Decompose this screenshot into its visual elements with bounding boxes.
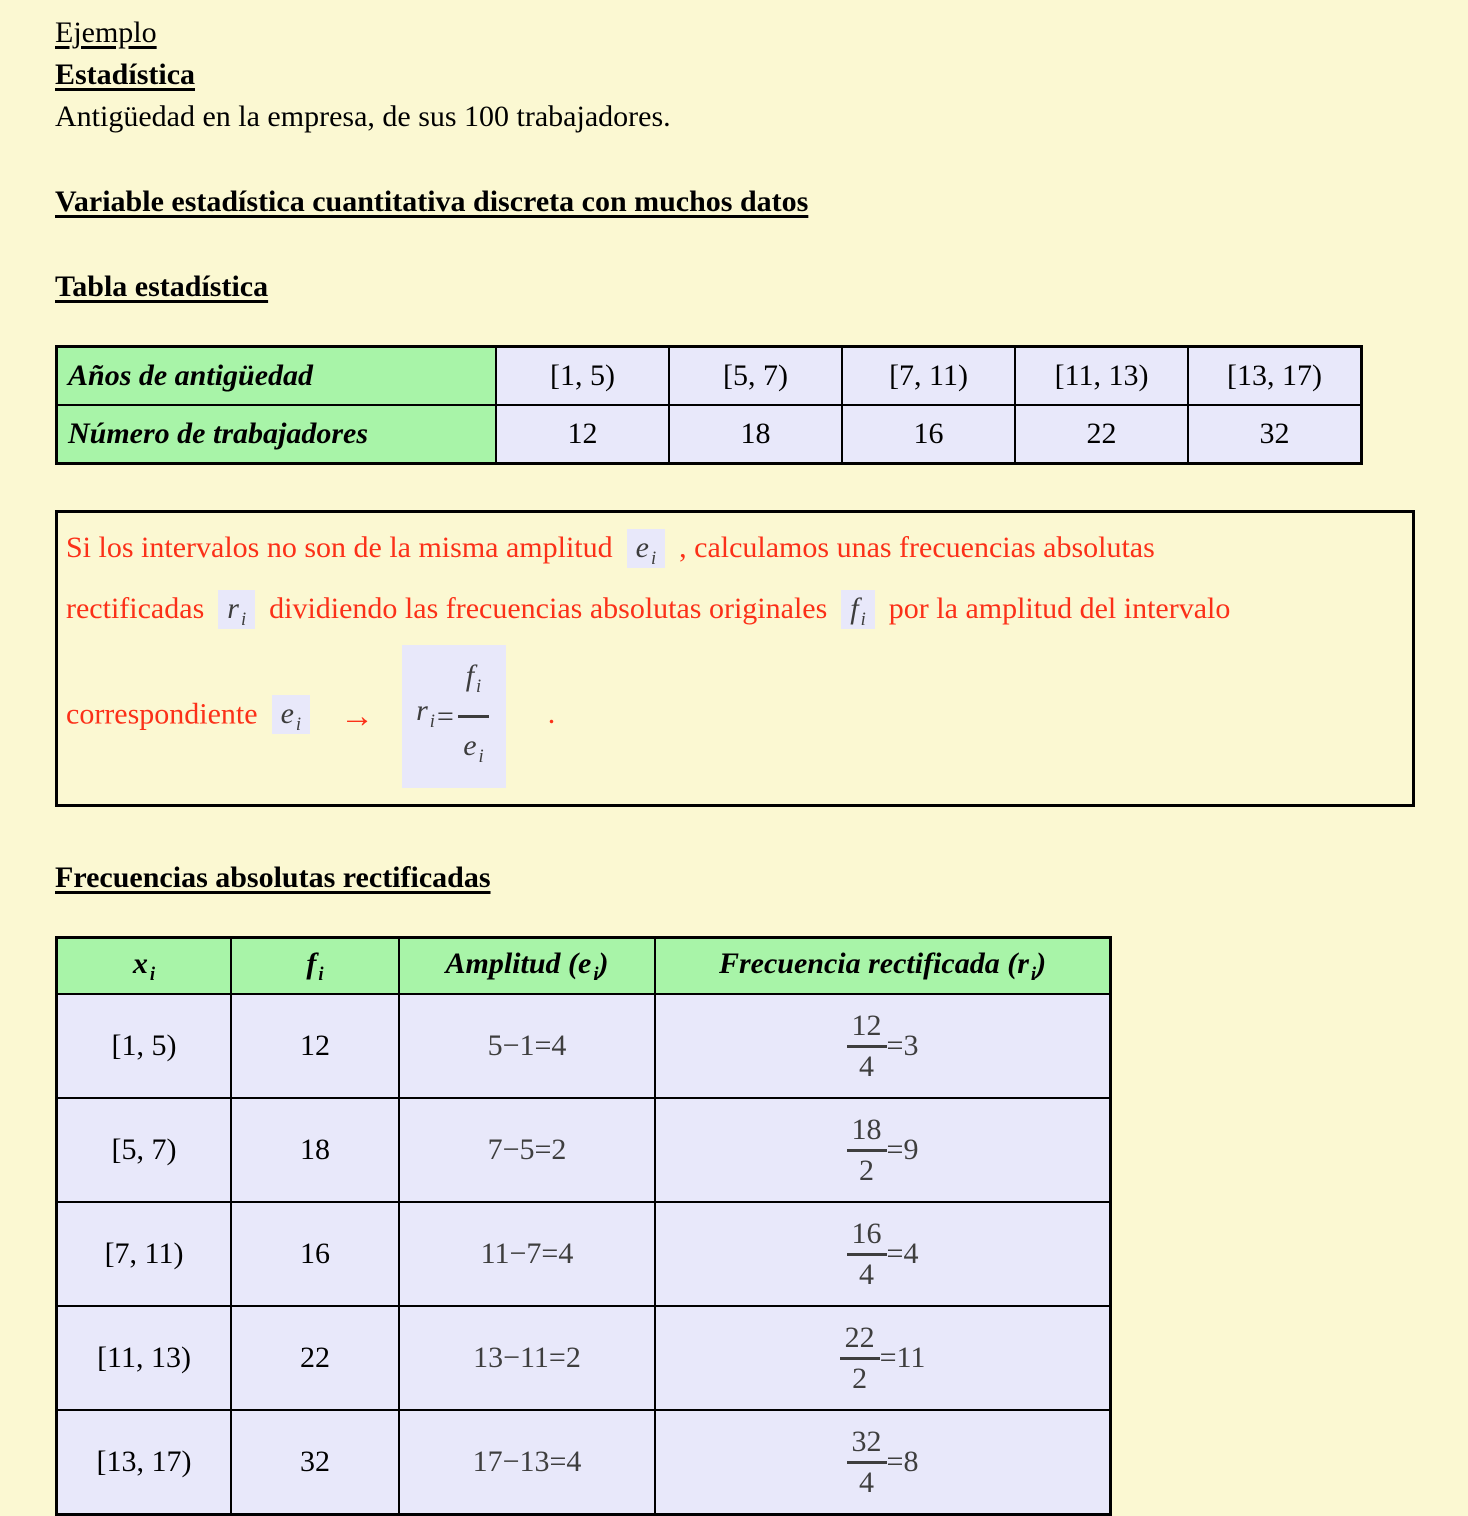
- formula-equals: =: [434, 699, 456, 733]
- note-segment: por la amplitud del intervalo correspondiente: [66, 592, 1231, 731]
- table2-amplitude-cell: 7−5=2: [399, 1098, 655, 1202]
- math-token-ei: e $_i$: [272, 695, 311, 734]
- table2-amplitude-cell: 11−7=4: [399, 1202, 655, 1306]
- table2-rectified-cell: $\frac{32}{4}$ =8: [655, 1410, 1111, 1515]
- table2-rectified-cell: $\frac{12}{4}$ =3: [655, 994, 1111, 1098]
- table1-label-trabajadores: Número de trabajadores: [57, 405, 497, 464]
- table2-interval-cell: [1, 5): [57, 994, 232, 1098]
- table2-frequency-cell: 22: [231, 1306, 399, 1410]
- math-token-ri: r $_i$: [218, 590, 255, 629]
- table-row: [57, 1410, 1111, 1515]
- note-box: [55, 510, 1415, 807]
- table-header-row: [57, 938, 1111, 995]
- table-row: [57, 347, 1362, 406]
- formula-lhs: r $_i$: [416, 694, 435, 732]
- intro-text: Antigüedad en la empresa, de sus 100 trabajadores.: [55, 100, 671, 133]
- table2-header-xi: x $_i$: [57, 938, 232, 995]
- table2-interval-cell: [7, 11): [57, 1202, 232, 1306]
- table2-header-frecuencia: Frecuencia rectificada (r $_i$): [655, 938, 1111, 995]
- table2-rectified-cell: $\frac{16}{4}$ =4: [655, 1202, 1111, 1306]
- table2-interval-cell: [13, 17): [57, 1410, 232, 1515]
- table2-amplitude-cell: 5−1=4: [399, 994, 655, 1098]
- heading-tabla-estadistica: Tabla estadística: [55, 270, 269, 303]
- note-paragraph: [66, 523, 1404, 788]
- table2-frequency-cell: 32: [231, 1410, 399, 1515]
- table2-interval-cell: [11, 13): [57, 1306, 232, 1410]
- table1-value-cell: 18: [669, 405, 842, 464]
- right-arrow-icon: →: [340, 697, 375, 735]
- table1-value-cell: 12: [496, 405, 669, 464]
- note-segment: , calculamos unas frecuencias absolutas rectificadas: [66, 531, 1155, 625]
- table1-interval-cell: [5, 7): [669, 347, 842, 406]
- table1-interval-cell: [7, 11): [842, 347, 1015, 406]
- table2-frequency-cell: 16: [231, 1202, 399, 1306]
- formula-fraction: $\frac{f _i}{e _i}$: [455, 651, 492, 782]
- formula-ri-equals-fi-over-ei: [402, 645, 506, 788]
- heading-ejemplo: Ejemplo: [55, 16, 157, 49]
- table-row: [57, 994, 1111, 1098]
- heading-frecuencias-rectificadas: Frecuencias absolutas rectificadas: [55, 861, 491, 894]
- note-segment: Si los intervalos no son de la misma amplitud: [66, 531, 613, 564]
- table1-interval-cell: [11, 13): [1015, 347, 1188, 406]
- table2-interval-cell: [5, 7): [57, 1098, 232, 1202]
- table2-rectified-cell: $\frac{18}{2}$ =9: [655, 1098, 1111, 1202]
- note-segment: dividiendo las frecuencias absolutas originales: [269, 592, 828, 625]
- note-period: .: [547, 697, 556, 731]
- math-token-fi: f $_i$: [841, 590, 875, 629]
- table-antiguedad: [55, 345, 1363, 465]
- table2-amplitude-cell: 17−13=4: [399, 1410, 655, 1515]
- math-token-ei: e $_i$: [627, 529, 666, 568]
- table2-header-amplitud: Amplitud (e $_i$): [399, 938, 655, 995]
- table-row: [57, 1202, 1111, 1306]
- table1-value-cell: 32: [1188, 405, 1362, 464]
- table-frecuencias-rectificadas: [55, 936, 1112, 1516]
- heading-variable-estadistica: Variable estadística cuantitativa discreta con muchos datos: [55, 185, 809, 218]
- table1-value-cell: 22: [1015, 405, 1188, 464]
- table1-interval-cell: [13, 17): [1188, 347, 1362, 406]
- table-row: [57, 1306, 1111, 1410]
- table1-value-cell: 16: [842, 405, 1015, 464]
- table-row: [57, 1098, 1111, 1202]
- table2-frequency-cell: 12: [231, 994, 399, 1098]
- table2-frequency-cell: 18: [231, 1098, 399, 1202]
- table2-amplitude-cell: 13−11=2: [399, 1306, 655, 1410]
- table2-rectified-cell: $\frac{22}{2}$ =11: [655, 1306, 1111, 1410]
- table1-label-anos: Años de antigüedad: [57, 347, 497, 406]
- table1-interval-cell: [1, 5): [496, 347, 669, 406]
- table-row: [57, 405, 1362, 464]
- heading-estadistica: Estadística: [55, 58, 196, 91]
- table2-header-fi: f $_i$: [231, 938, 399, 995]
